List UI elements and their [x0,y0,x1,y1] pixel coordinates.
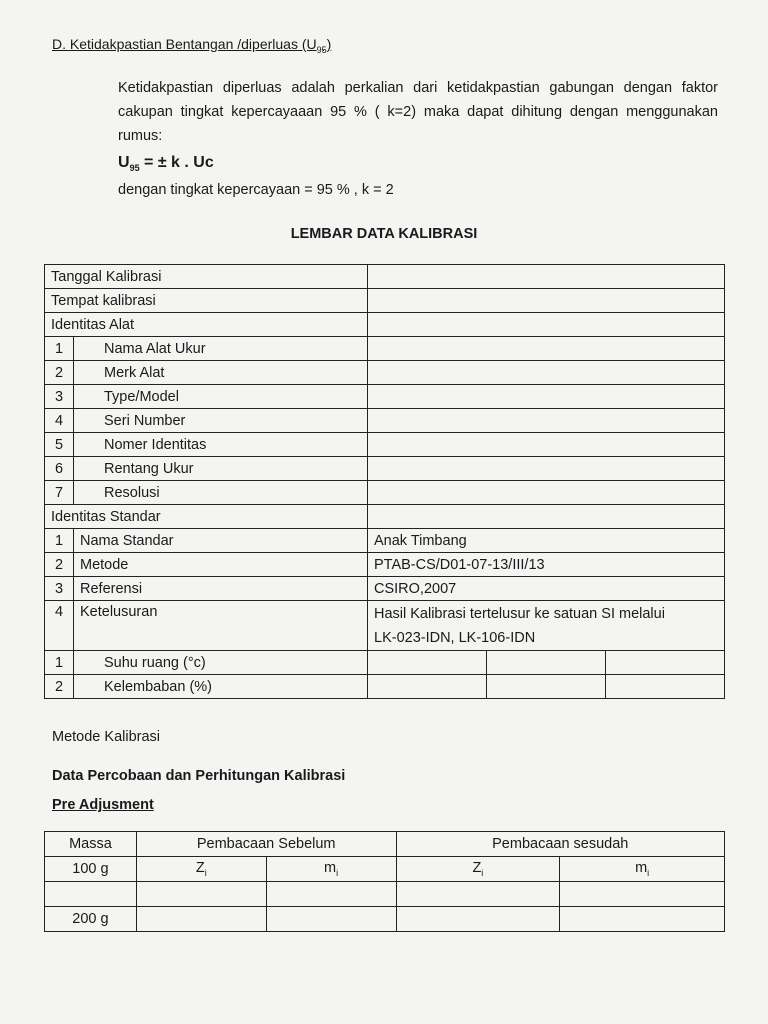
value-cell [368,505,725,529]
confidence-note: dengan tingkat kepercayaan = 95 % , k = 2 [118,182,394,198]
row-label: Suhu ruang (°c) [74,651,368,675]
table-row [45,361,725,385]
value-cell[interactable] [368,289,725,313]
table-row [45,529,725,553]
row-label: Type/Model [74,385,368,409]
table-row [45,457,725,481]
row-number: 2 [45,675,74,699]
value-cell[interactable] [368,433,725,457]
value-cell[interactable] [368,481,725,505]
table-row [45,601,725,651]
value-cell[interactable] [368,385,725,409]
row-label: Referensi [74,577,368,601]
row-number: 3 [45,385,74,409]
row-label: Nomer Identitas [74,433,368,457]
description-paragraph: Ketidakpastian diperluas adalah perkalian dari ketidakpastian gabungan dengan faktor cakupan tingkat kepercayaaan 95 % ( k=2) maka dapat dihitung dengan menggunakan rumus: [118,80,718,144]
m-header: $m_i$ [560,857,725,882]
row-number: 1 [45,651,74,675]
row-label: Merk Alat [74,361,368,385]
table-row [45,857,725,882]
section-label: Identitas Standar [45,505,368,529]
table-row [45,577,725,601]
massa-cell [45,882,137,907]
row-label: Metode [74,553,368,577]
m-header: $m_i$ [266,857,396,882]
data-cell[interactable] [136,907,266,932]
pre-adjusment-heading: Pre Adjusment [52,797,154,813]
header-massa: Massa [45,832,137,857]
section-heading: D. Ketidakpastian Bentangan /diperluas $(U_{95})$ [52,36,332,55]
value-cell[interactable] [368,457,725,481]
value-cell[interactable] [368,361,725,385]
table-row [45,882,725,907]
table-row [45,651,725,675]
header-sesudah: Pembacaan sesudah [396,832,725,857]
value-cell: PTAB-CS/D01-07-13/III/13 [368,553,725,577]
row-number: 6 [45,457,74,481]
table-row [45,313,725,337]
z-header: $Z_i$ [396,857,560,882]
table-row [45,907,725,932]
row-label: Nama Alat Ukur [74,337,368,361]
table-header-row [45,832,725,857]
data-cell[interactable] [136,882,266,907]
row-label: Resolusi [74,481,368,505]
row-number: 3 [45,577,74,601]
row-number: 4 [45,601,74,651]
value-cell: Hasil Kalibrasi tertelusur ke satuan SI melalui LK-023-IDN, LK-106-IDN [368,601,725,651]
row-label: Seri Number [74,409,368,433]
row-label: Ketelusuran [74,601,368,651]
table-row [45,481,725,505]
value-cell: Anak Timbang [368,529,725,553]
row-label: Nama Standar [74,529,368,553]
section-label: Identitas Alat [45,313,368,337]
data-cell[interactable] [266,882,396,907]
row-number: 7 [45,481,74,505]
row-number: 5 [45,433,74,457]
row-number: 2 [45,361,74,385]
metode-kalibrasi-label: Metode Kalibrasi [52,729,160,745]
table-row [45,505,725,529]
row-number: 1 [45,529,74,553]
calibration-data-table [44,264,725,699]
data-percobaan-heading: Data Percobaan dan Perhitungan Kalibrasi [52,768,346,784]
z-header: $Z_i$ [136,857,266,882]
value-cell [368,313,725,337]
row-number: 4 [45,409,74,433]
row-label: Tanggal Kalibrasi [45,265,368,289]
data-cell[interactable] [560,907,725,932]
row-number: 2 [45,553,74,577]
massa-cell: 100 g [45,857,137,882]
value-cell[interactable] [368,675,725,699]
row-label: Tempat kalibrasi [45,289,368,313]
data-cell[interactable] [266,907,396,932]
table-row [45,553,725,577]
table-row [45,409,725,433]
row-label: Kelembaban (%) [74,675,368,699]
sheet-title: LEMBAR DATA KALIBRASI [290,226,478,242]
value-cell: CSIRO,2007 [368,577,725,601]
data-cell[interactable] [396,907,560,932]
value-cell[interactable] [368,651,725,675]
data-cell[interactable] [396,882,560,907]
table-row [45,675,725,699]
table-row [45,385,725,409]
value-cell[interactable] [368,409,725,433]
massa-cell: 200 g [45,907,137,932]
table-row [45,289,725,313]
table-row [45,265,725,289]
row-number: 1 [45,337,74,361]
value-cell[interactable] [368,265,725,289]
header-sebelum: Pembacaan Sebelum [136,832,396,857]
table-row [45,337,725,361]
formula: $U_{95}$ = ± k . Uc [118,154,214,174]
data-cell[interactable] [560,882,725,907]
pre-adjusment-table [44,831,725,932]
row-label: Rentang Ukur [74,457,368,481]
value-cell[interactable] [368,337,725,361]
table-row [45,433,725,457]
